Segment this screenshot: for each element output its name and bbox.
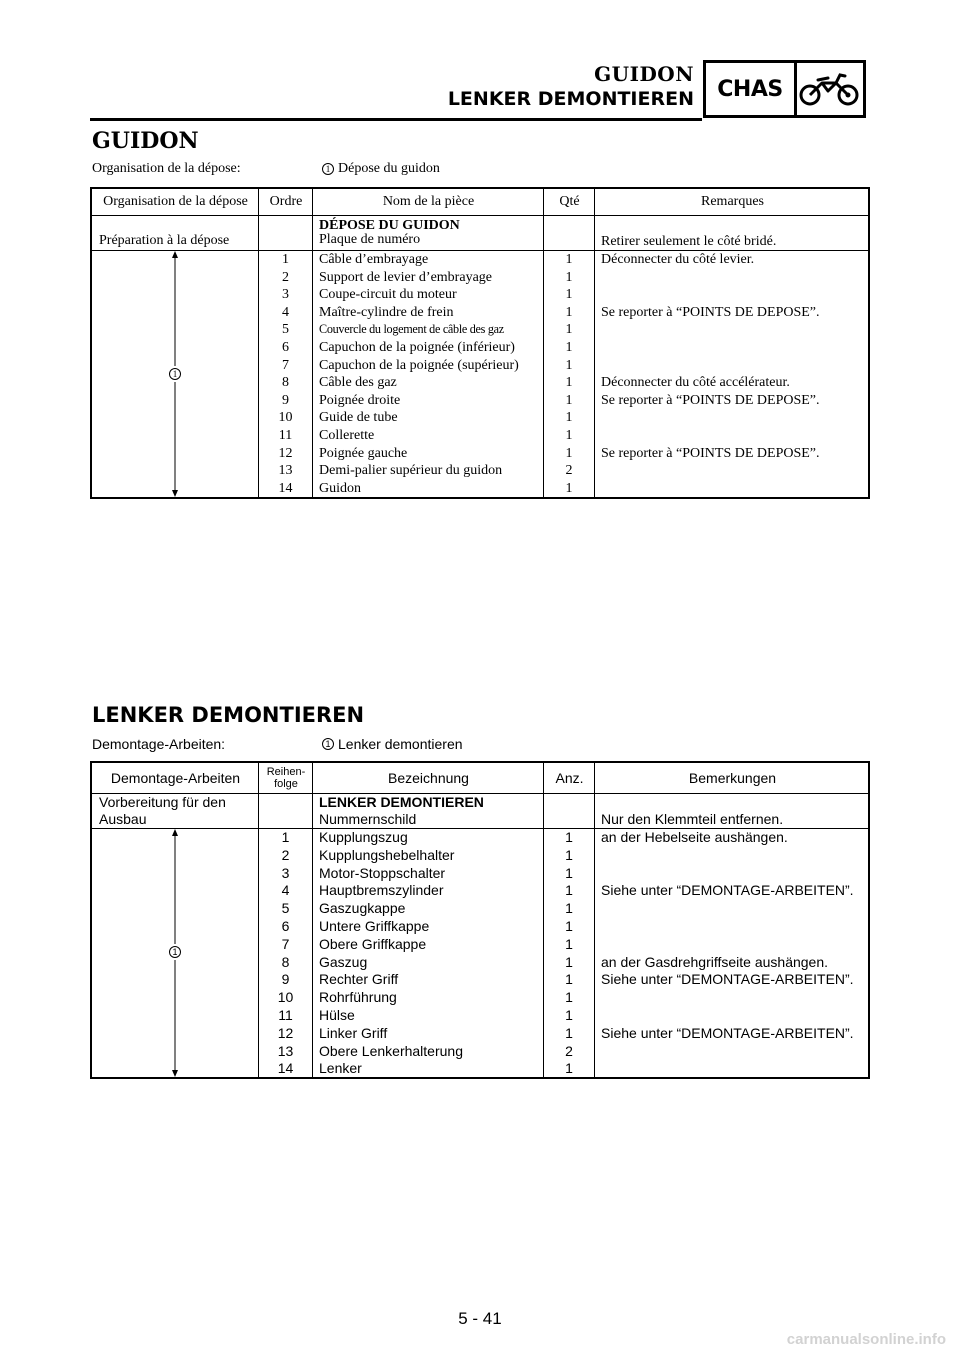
table-cell-part: Lenker bbox=[319, 1060, 362, 1077]
table-cell-part: Kupplungszug bbox=[319, 829, 408, 845]
col-header: Demontage-Arbeiten bbox=[110, 770, 241, 786]
table-cell-order: 11 bbox=[278, 428, 293, 443]
prep-label: Ausbau bbox=[99, 811, 147, 827]
prep-part: Nummernschild bbox=[319, 811, 417, 827]
table-cell-part: Gaszugkappe bbox=[319, 900, 406, 917]
table-cell-qty: 2 bbox=[565, 463, 573, 479]
section-title-fr: GUIDON bbox=[92, 128, 199, 154]
col-header-line: Reihen- bbox=[266, 766, 306, 778]
table-cell-remark: an der Gasdrehgriffseite aushängen. bbox=[601, 953, 829, 970]
table-cell-order: 6 bbox=[282, 340, 289, 355]
org-value-text-de: Lenker demontieren bbox=[338, 736, 463, 752]
table-cell-part: Untere Griffkappe bbox=[319, 918, 430, 934]
table-cell-order: 4 bbox=[282, 304, 289, 320]
org-label-fr: Organisation de la dépose: bbox=[92, 161, 241, 176]
group-marker bbox=[168, 944, 182, 960]
table-cell-remark: Déconnecter du côté accélérateur. bbox=[601, 375, 790, 391]
table-cell-order: 3 bbox=[281, 864, 290, 881]
prep-title: DÉPOSE DU GUIDON bbox=[319, 218, 460, 233]
table-cell-order: 5 bbox=[282, 322, 289, 338]
table-cell-qty: 1 bbox=[565, 971, 573, 988]
table-cell-part: Guide de tube bbox=[319, 410, 398, 426]
table-cell-qty: 1 bbox=[565, 269, 573, 285]
table-cell-part: Hülse bbox=[319, 1007, 355, 1023]
table-cell-qty: 1 bbox=[565, 392, 573, 408]
group-marker bbox=[168, 366, 182, 382]
col-header bbox=[259, 763, 313, 793]
table-cell-qty: 1 bbox=[565, 918, 573, 934]
col-header-line: folge bbox=[274, 778, 298, 790]
circled-number-marker: 1 bbox=[169, 368, 181, 380]
table-cell-order: 13 bbox=[277, 1042, 294, 1059]
table-cell-qty: 1 bbox=[565, 846, 573, 863]
table-cell-part: Support de levier d’embrayage bbox=[319, 269, 492, 285]
header-rule bbox=[90, 118, 702, 121]
table-cell-order: 8 bbox=[281, 953, 290, 970]
table-cell-order: 12 bbox=[277, 1024, 294, 1041]
table-cell-part: Maître-cylindre de frein bbox=[319, 304, 454, 320]
table-cell-remark: an der Hebelseite aushängen. bbox=[601, 829, 788, 845]
prep-label: Vorbereitung für den bbox=[99, 794, 226, 810]
org-value-fr bbox=[322, 161, 440, 177]
table-cell-order: 10 bbox=[277, 989, 294, 1006]
table-cell-order: 6 bbox=[281, 918, 290, 934]
prep-part: Plaque de numéro bbox=[319, 232, 421, 247]
table-cell-part: Collerette bbox=[319, 428, 375, 443]
table-cell-qty: 1 bbox=[565, 864, 573, 881]
table-cell-qty: 1 bbox=[565, 375, 573, 391]
table-cell-qty: 1 bbox=[565, 480, 573, 496]
table-cell-part: Rechter Griff bbox=[319, 971, 399, 988]
prep-label: Préparation à la dépose bbox=[99, 233, 230, 248]
table-cell-order: 3 bbox=[282, 287, 289, 303]
circled-number-marker: 1 bbox=[322, 738, 334, 750]
col-header: Bemerkungen bbox=[688, 770, 777, 786]
org-value-de bbox=[322, 736, 463, 752]
table-cell-order: 4 bbox=[281, 882, 290, 899]
table-cell-qty: 1 bbox=[565, 953, 573, 970]
table-cell-qty: 1 bbox=[565, 1007, 573, 1023]
table-cell-qty: 1 bbox=[565, 989, 573, 1006]
table-cell-remark: Déconnecter du côté levier. bbox=[601, 252, 755, 267]
table-cell-qty: 1 bbox=[565, 287, 573, 303]
circled-number-marker: 1 bbox=[322, 163, 334, 175]
table-cell-part: Câble des gaz bbox=[319, 375, 397, 391]
table-cell-qty: 1 bbox=[565, 935, 573, 952]
col-divider bbox=[312, 763, 313, 1077]
prep-remark: Retirer seulement le côté bridé. bbox=[601, 234, 777, 249]
prep-remark: Nur den Klemmteil entfernen. bbox=[601, 811, 784, 827]
table-cell-part: Poignée gauche bbox=[319, 445, 408, 461]
table-cell-qty: 1 bbox=[565, 882, 573, 899]
table-cell-order: 8 bbox=[282, 375, 289, 391]
table-cell-part: Obere Lenkerhalterung bbox=[319, 1042, 463, 1059]
table-cell-order: 7 bbox=[282, 357, 289, 373]
table-cell-qty: 1 bbox=[565, 428, 573, 443]
col-header: Remarques bbox=[701, 194, 764, 209]
table-cell-qty: 1 bbox=[565, 322, 573, 338]
table-cell-qty: 1 bbox=[565, 1024, 573, 1041]
watermark: carmanualsonline.info bbox=[786, 1331, 946, 1348]
table-cell-part: Capuchon de la poignée (supérieur) bbox=[319, 357, 519, 373]
table-cell-part: Rohrführung bbox=[319, 989, 397, 1006]
chapter-badge-label: CHAS bbox=[706, 63, 797, 115]
table-cell-remark: Se reporter à “POINTS DE DEPOSE”. bbox=[601, 392, 820, 408]
table-cell-part: Motor-Stoppschalter bbox=[319, 864, 446, 881]
col-header: Nom de la pièce bbox=[382, 194, 475, 209]
table-cell-part: Coupe-circuit du moteur bbox=[319, 287, 457, 303]
table-cell-order: 5 bbox=[281, 900, 290, 917]
table-cell-part: Gaszug bbox=[319, 953, 368, 970]
table-cell-qty: 2 bbox=[565, 1042, 573, 1059]
removal-table-de bbox=[90, 761, 870, 1079]
table-cell-part: Poignée droite bbox=[319, 392, 401, 408]
header-title-de: LENKER DEMONTIEREN bbox=[447, 88, 694, 110]
table-cell-part: Hauptbremszylinder bbox=[319, 882, 444, 899]
table-cell-part: Obere Griffkappe bbox=[319, 935, 427, 952]
table-cell-order: 2 bbox=[281, 846, 290, 863]
motorcycle-icon bbox=[797, 63, 863, 115]
col-divider bbox=[594, 763, 595, 1077]
table-cell-qty: 1 bbox=[565, 357, 573, 373]
table-cell-order: 7 bbox=[281, 935, 290, 952]
col-divider bbox=[594, 189, 595, 497]
circled-number-marker: 1 bbox=[169, 946, 181, 958]
table-cell-order: 11 bbox=[278, 1007, 293, 1023]
table-cell-order: 13 bbox=[278, 463, 293, 479]
org-label-de: Demontage-Arbeiten: bbox=[92, 736, 226, 752]
col-header: Organisation de la dépose bbox=[103, 194, 248, 209]
table-cell-qty: 1 bbox=[565, 445, 573, 461]
table-cell-remark: Se reporter à “POINTS DE DEPOSE”. bbox=[601, 304, 820, 320]
table-cell-part: Couvercle du logement de câble des gaz bbox=[319, 322, 504, 337]
table-cell-remark: Se reporter à “POINTS DE DEPOSE”. bbox=[601, 445, 820, 461]
table-cell-qty: 1 bbox=[565, 1060, 573, 1077]
table-cell-order: 1 bbox=[281, 829, 290, 845]
table-cell-qty: 1 bbox=[565, 304, 573, 320]
table-cell-qty: 1 bbox=[565, 829, 573, 845]
removal-table-fr bbox=[90, 187, 870, 499]
col-header: Anz. bbox=[555, 770, 584, 786]
col-header: Ordre bbox=[269, 194, 303, 209]
page-number: 5 - 41 bbox=[458, 1309, 502, 1328]
table-cell-order: 9 bbox=[282, 392, 289, 408]
table-cell-part: Kupplungshebelhalter bbox=[319, 846, 455, 863]
col-divider bbox=[312, 189, 313, 497]
table-cell-qty: 1 bbox=[565, 410, 573, 426]
chapter-badge bbox=[703, 60, 866, 118]
table-cell-qty: 1 bbox=[565, 252, 573, 267]
table-cell-qty: 1 bbox=[565, 340, 573, 355]
col-header: Qté bbox=[559, 194, 580, 209]
table-cell-order: 14 bbox=[278, 480, 293, 496]
table-cell-part: Capuchon de la poignée (inférieur) bbox=[319, 340, 515, 355]
header-title-fr: GUIDON bbox=[594, 62, 694, 86]
table-cell-order: 1 bbox=[282, 252, 289, 267]
table-cell-part: Linker Griff bbox=[319, 1024, 388, 1041]
table-cell-qty: 1 bbox=[565, 900, 573, 917]
table-cell-order: 12 bbox=[278, 445, 293, 461]
table-cell-remark: Siehe unter “DEMONTAGE-ARBEITEN”. bbox=[601, 971, 854, 988]
table-cell-order: 14 bbox=[277, 1060, 294, 1077]
table-cell-part: Demi-palier supérieur du guidon bbox=[319, 463, 503, 479]
table-cell-order: 10 bbox=[278, 410, 293, 426]
table-cell-part: Guidon bbox=[319, 480, 361, 496]
col-header: Bezeichnung bbox=[388, 770, 469, 786]
table-cell-part: Câble d’embrayage bbox=[319, 252, 429, 267]
table-cell-order: 9 bbox=[281, 971, 290, 988]
table-cell-order: 2 bbox=[282, 269, 289, 285]
table-cell-remark: Siehe unter “DEMONTAGE-ARBEITEN”. bbox=[601, 882, 854, 899]
table-cell-remark: Siehe unter “DEMONTAGE-ARBEITEN”. bbox=[601, 1024, 854, 1041]
org-value-text-fr: Dépose du guidon bbox=[338, 161, 440, 176]
prep-title: LENKER DEMONTIEREN bbox=[319, 794, 484, 810]
section-title-de: LENKER DEMONTIEREN bbox=[92, 703, 365, 727]
header-divider bbox=[92, 215, 868, 216]
